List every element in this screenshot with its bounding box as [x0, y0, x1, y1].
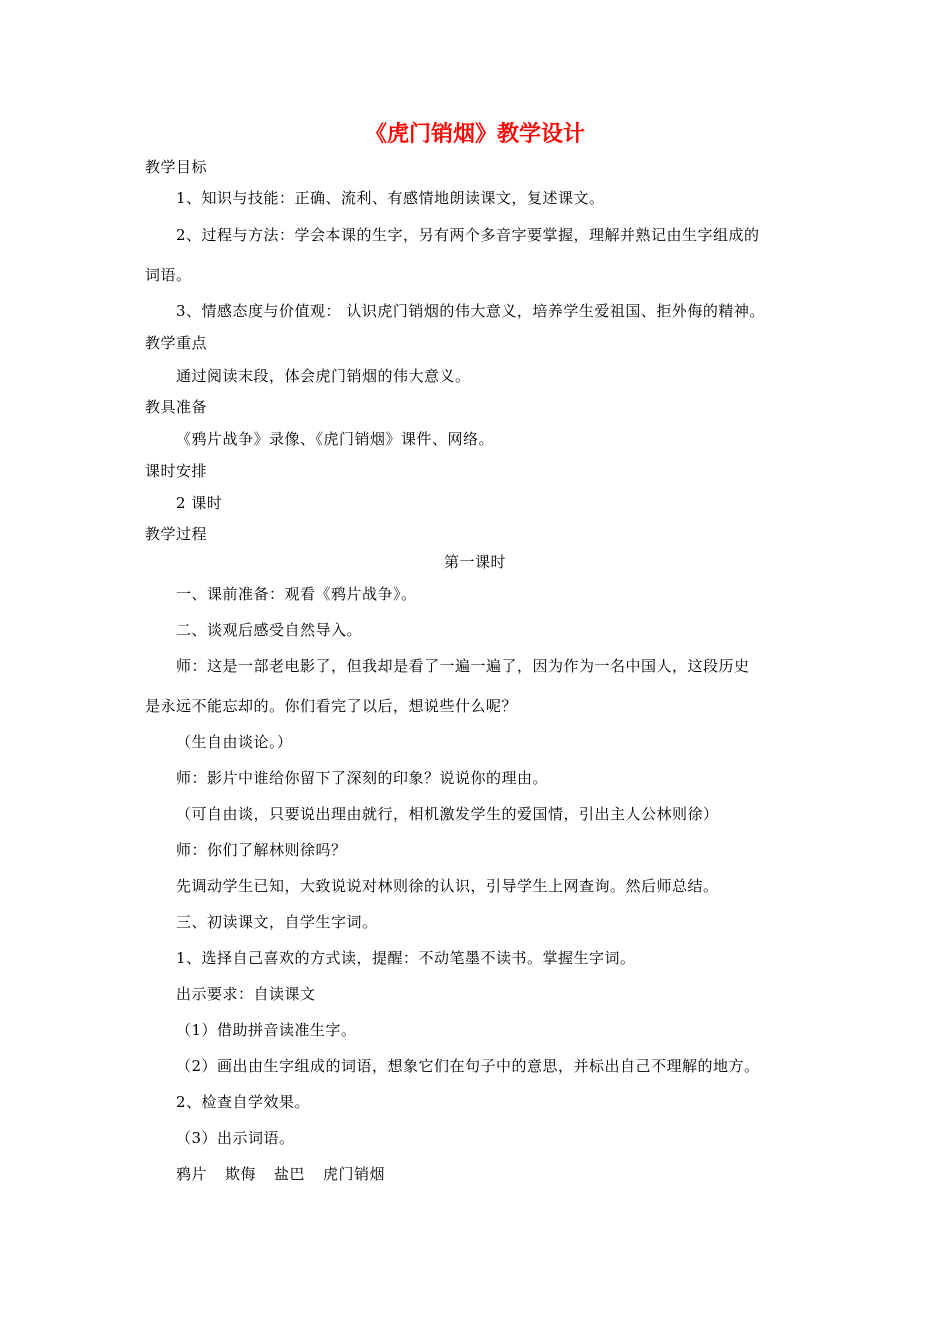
- lesson-paragraph-15: （3）出示词语。: [176, 1129, 295, 1147]
- lesson-paragraph-2: 二、谈观后感受自然导入。: [176, 621, 363, 639]
- lesson-paragraph-12: （1）借助拼音读准生字。: [176, 1021, 357, 1039]
- objective-1: 1、知识与技能：正确、流利、有感情地朗读课文，复述课文。: [176, 189, 605, 207]
- lesson-paragraph-3-line2: 是永远不能忘却的。你们看完了以后，想说些什么呢？: [145, 697, 518, 715]
- lesson-paragraph-8: 先调动学生已知，大致说说对林则徐的认识，引导学生上网查询。然后师总结。: [176, 877, 719, 895]
- process-heading: 教学过程: [145, 525, 208, 543]
- objective-2-line1: 2、过程与方法：学会本课的生字，另有两个多音字要掌握，理解并熟记由生字组成的: [176, 226, 760, 244]
- key-points-heading: 教学重点: [145, 334, 208, 352]
- schedule-text: 2 课时: [176, 494, 223, 512]
- lesson-paragraph-9: 三、初读课文，自学生字词。: [176, 913, 378, 931]
- vocabulary-word: 欺侮: [225, 1165, 257, 1183]
- lesson-paragraph-7: 师：你们了解林则徐吗？: [176, 841, 347, 859]
- lesson-paragraph-13: （2）画出由生字组成的词语，想象它们在句子中的意思，并标出自己不理解的地方。: [176, 1057, 760, 1075]
- lesson-paragraph-10: 1、选择自己喜欢的方式读，提醒：不动笔墨不读书。掌握生字词。: [176, 949, 636, 967]
- objective-2-line2: 词语。: [145, 266, 192, 284]
- vocabulary-word: 虎门销烟: [323, 1165, 386, 1183]
- lesson-paragraph-14: 2、检查自学效果。: [176, 1093, 311, 1111]
- lesson-paragraph-6: （可自由谈，只要说出理由就行，相机激发学生的爱国情，引出主人公林则徐）: [176, 805, 719, 823]
- objectives-heading: 教学目标: [145, 158, 208, 176]
- vocabulary-list: [176, 1164, 403, 1184]
- vocabulary-word: 鸦片: [176, 1165, 208, 1183]
- lesson-heading: 第一课时: [443, 553, 506, 571]
- materials-text: 《鸦片战争》录像、《虎门销烟》课件、网络。: [176, 430, 495, 448]
- document-title: 《虎门销烟》教学设计: [364, 122, 585, 147]
- lesson-paragraph-3-line1: 师：这是一部老电影了，但我却是看了一遍一遍了，因为作为一名中国人，这段历史: [176, 657, 750, 675]
- materials-heading: 教具准备: [145, 398, 208, 416]
- schedule-heading: 课时安排: [145, 462, 208, 480]
- lesson-paragraph-11: 出示要求：自读课文: [176, 985, 316, 1003]
- lesson-paragraph-5: 师：影片中谁给你留下了深刻的印象？说说你的理由。: [176, 769, 549, 787]
- lesson-paragraph-4: （生自由谈论。）: [176, 733, 293, 751]
- lesson-paragraph-1: 一、课前准备：观看《鸦片战争》。: [176, 585, 417, 603]
- key-points-text: 通过阅读末段，体会虎门销烟的伟大意义。: [176, 367, 471, 385]
- vocabulary-word: 盐巴: [274, 1165, 306, 1183]
- objective-3: 3、情感态度与价值观： 认识虎门销烟的伟大意义，培养学生爱祖国、拒外侮的精神。: [176, 302, 765, 320]
